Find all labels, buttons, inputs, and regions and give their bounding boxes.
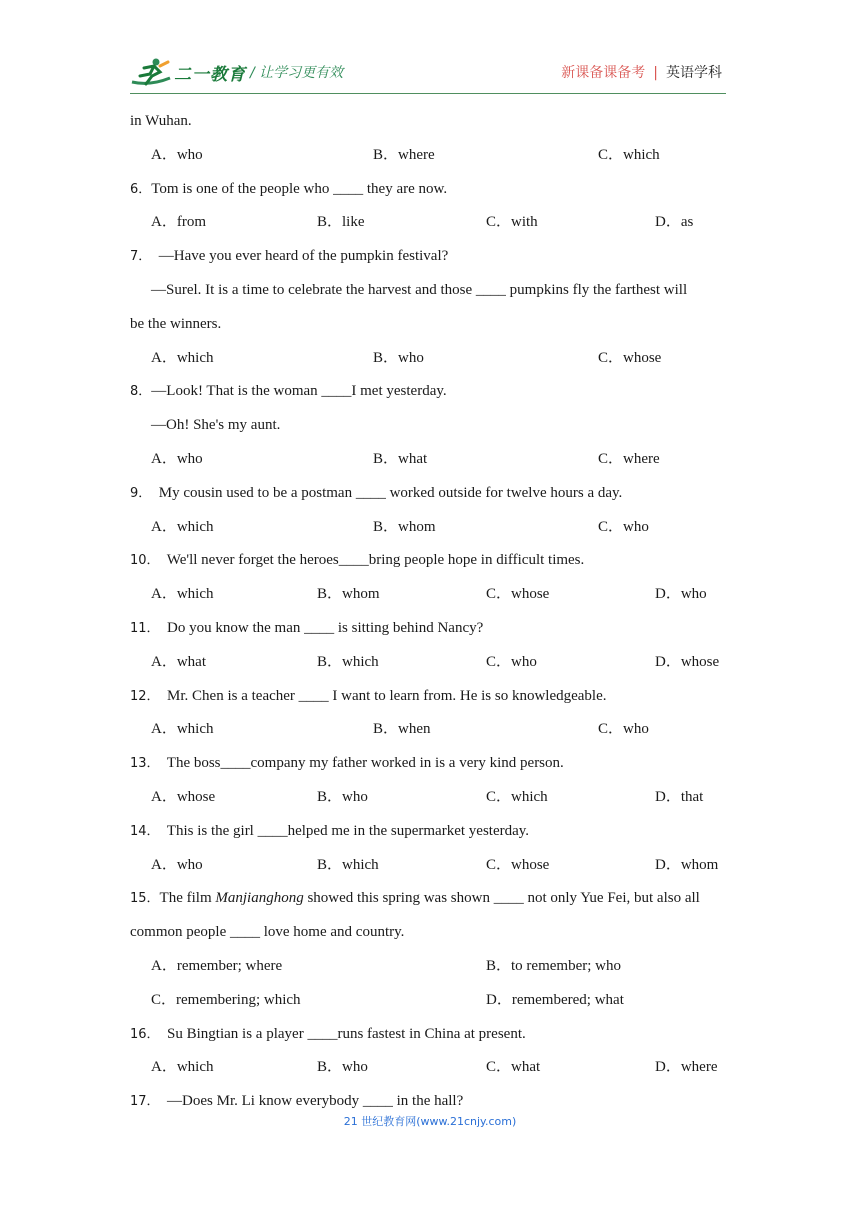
question-number: 6． [130,181,152,197]
question-number: 7． [130,249,152,265]
option-b: B．who [373,349,424,366]
question-text: My cousin used to be a postman ____ worked outside for twelve hours a day. [151,484,623,501]
question-number: 10． [130,553,160,569]
option-c: C．whose [486,856,550,873]
option-d: D．whom [655,856,719,873]
question-number: 8． [130,384,152,400]
header-right [561,62,722,82]
question-12 [130,683,740,717]
option-d: D．remembered; what [486,991,624,1008]
option-b: B．who [317,788,368,805]
option-c: C．whose [486,586,550,603]
option-a: A．who [151,146,203,163]
options-row [130,209,740,243]
option-d: D．as [655,214,694,231]
options-row [130,784,740,818]
question-text-cont: be the winners. [130,315,222,332]
question-8 [130,378,740,412]
option-c: C．whose [598,349,662,366]
question-number: 17． [130,1094,160,1110]
question-text: This is the girl ____helped me in the supermarket yesterday. [159,822,530,839]
option-a: A．what [151,653,206,670]
option-d: D．where [655,1059,718,1076]
question-10 [130,547,740,581]
question-number: 14． [130,823,160,839]
option-c: C．where [598,450,660,467]
options-row [130,345,740,379]
question-6 [130,176,740,210]
question-text: —Look! That is the woman ____I met yesterday. [151,383,447,400]
option-c: C．remembering; which [151,991,301,1008]
option-a: A．which [151,1059,214,1076]
question-number: 16． [130,1026,160,1042]
options-row [130,953,740,987]
options-row [130,852,740,886]
options-row [130,581,740,615]
question-text-cont: common people ____ love home and country. [130,924,405,941]
options-row [130,649,740,683]
slogan: / 让学习更有效 [250,65,344,81]
option-b: B．like [317,214,365,231]
option-b: B．where [373,146,435,163]
question-text: The film [159,890,216,907]
option-c: C．who [598,518,649,535]
question-number: 15． [130,891,160,907]
question-text: Do you know the man ____ is sitting behind Nancy? [159,619,484,636]
question-text: showed this spring was shown ____ not only Yue Fei, but also all [303,890,700,907]
question-text-cont: —Surel. It is a time to celebrate the harvest and those ____ pumpkins fly the farthest will [151,281,688,298]
question-11 [130,615,740,649]
option-b: B．to remember; who [486,957,621,974]
question-number: 9． [130,485,152,501]
question-text: —Have you ever heard of the pumpkin festival? [151,248,449,265]
options-row [130,987,740,1021]
question-16 [130,1021,740,1055]
question-number: 12． [130,688,160,704]
option-c: C．with [486,214,538,231]
option-c: C．which [486,788,548,805]
options-row [130,1054,740,1088]
question-7 [130,243,740,277]
options-row [130,142,740,176]
option-c: C．who [598,721,649,738]
options-row [130,446,740,480]
option-d: D．whose [655,653,720,670]
option-a: A．which [151,586,214,603]
question-list [130,108,740,1122]
question-14 [130,818,740,852]
option-a: A．which [151,721,214,738]
option-b: B．whom [317,586,380,603]
option-a: A．whose [151,788,216,805]
header-subject: 英语学科 [666,65,722,81]
option-d: D．that [655,788,704,805]
option-b: B．who [317,1059,368,1076]
options-row [130,716,740,750]
question-text-cont: —Oh! She's my aunt. [151,417,281,434]
option-b: B．what [373,450,428,467]
question-text: We'll never forget the heroes____bring people hope in difficult times. [159,552,585,569]
option-b: B．which [317,856,379,873]
question-text: Tom is one of the people who ____ they are now. [151,180,448,197]
text-line: in Wuhan. [130,113,192,129]
film-title: Manjianghong [215,890,304,907]
page-footer: 21 世纪教育网(www.21cnjy.com) [343,1115,517,1128]
option-a: A．from [151,214,206,231]
option-c: C．which [598,146,660,163]
question-text: —Does Mr. Li know everybody ____ in the hall? [159,1093,464,1110]
question-text: The boss____company my father worked in is a very kind person. [159,755,564,772]
option-d: D．who [655,586,707,603]
question-text: Mr. Chen is a teacher ____ I want to learn from. He is so knowledgeable. [159,687,607,704]
question-15 [130,885,740,919]
header-rule [130,93,726,94]
option-a: A．which [151,349,214,366]
header-tagline: 新课备课备考 [561,65,646,81]
option-b: B．whom [373,518,436,535]
option-a: A．which [151,518,214,535]
question-9 [130,480,740,514]
option-a: A．remember; where [151,957,283,974]
logo-text: 二一教育 [174,65,246,85]
option-a: A．who [151,856,203,873]
header-separator: | [653,65,658,81]
option-c: C．what [486,1059,541,1076]
page-header [130,54,730,94]
question-number: 11． [130,620,160,636]
option-c: C．who [486,653,537,670]
option-a: A．who [151,450,203,467]
question-13 [130,750,740,784]
question-text: Su Bingtian is a player ____runs fastest in China at present. [159,1025,526,1042]
question-number: 13． [130,756,160,772]
option-b: B．which [317,653,379,670]
option-b: B．when [373,721,431,738]
options-row [130,514,740,548]
